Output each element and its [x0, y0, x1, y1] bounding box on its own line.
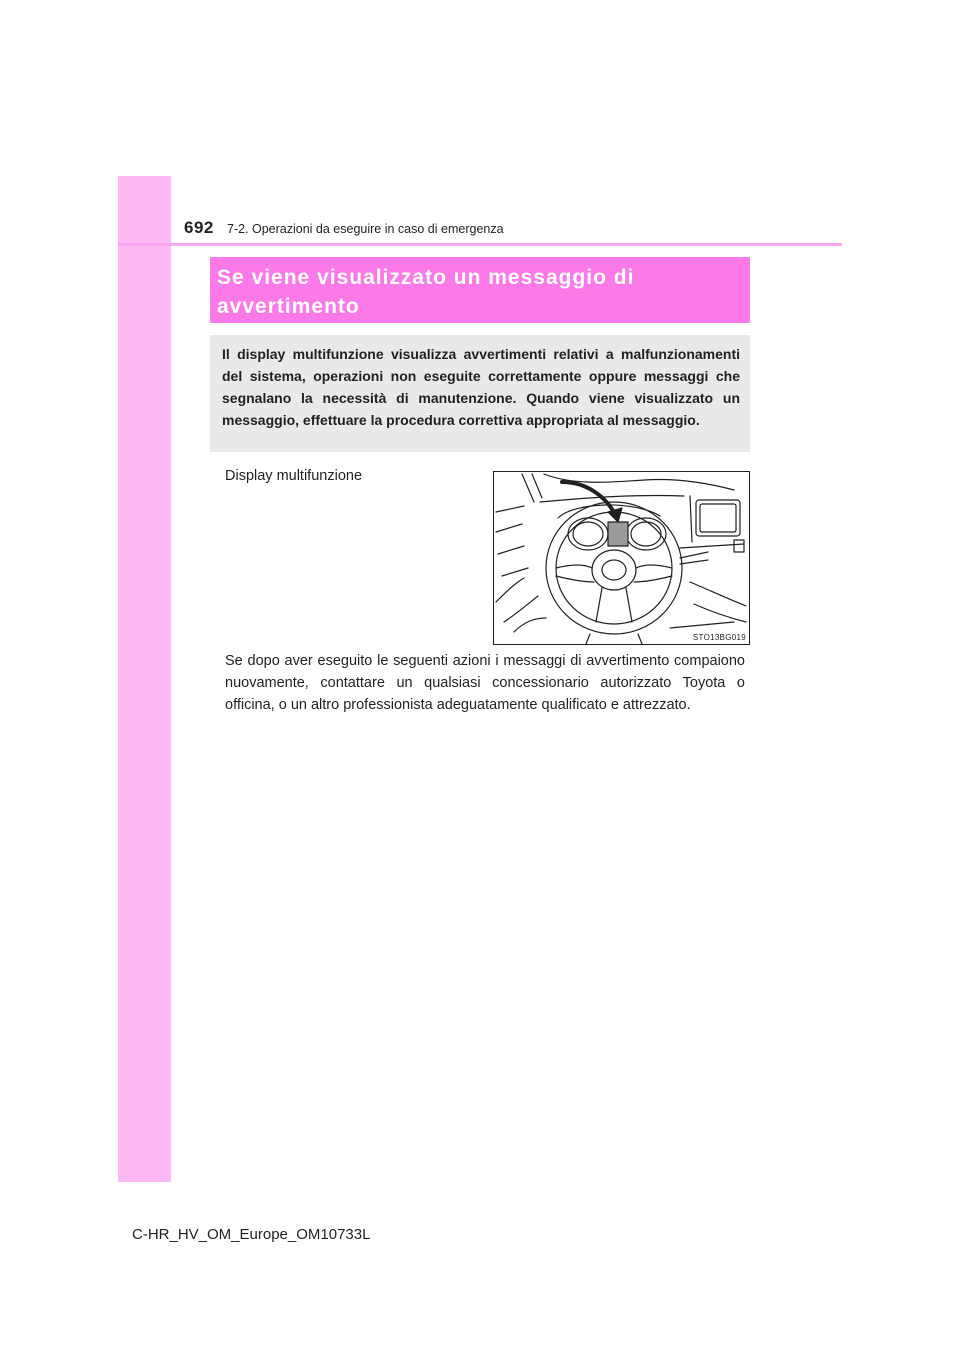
- footer-doc-id: C-HR_HV_OM_Europe_OM10733L: [132, 1226, 371, 1243]
- section-title-box: [210, 257, 750, 323]
- intro-box: [210, 335, 750, 452]
- body-paragraph: Se dopo aver eseguito le seguenti azioni i messaggi di avvertimento compaiono nuovamente, contattare un qualsiasi concessionario autorizzato Toyota o officina, o un altro professionista adeguatamente qualificato e attrezzato.: [225, 653, 745, 713]
- intro-text: Il display multifunzione visualizza avvertimenti relativi a malfunzionamenti del sistema, operazioni non eseguite correttamente oppure messaggi che segnalano la necessità di manutenzione. Quando viene visualizzato un messaggio, effettuare la procedura correttiva appropriata al messaggio.: [222, 346, 740, 428]
- figure-code: STO13BG019: [692, 633, 746, 642]
- running-header: 7-2. Operazioni da eseguire in caso di emergenza: [227, 222, 504, 236]
- header-rule: [118, 243, 842, 246]
- page-number: 692: [184, 218, 214, 237]
- figure-frame: [493, 471, 750, 645]
- section-title: Se viene visualizzato un messaggio di avvertimento: [217, 266, 635, 318]
- steering-wheel-dashboard-icon: [494, 472, 749, 644]
- figure-caption: Display multifunzione: [225, 468, 363, 484]
- side-color-band: [118, 176, 171, 1182]
